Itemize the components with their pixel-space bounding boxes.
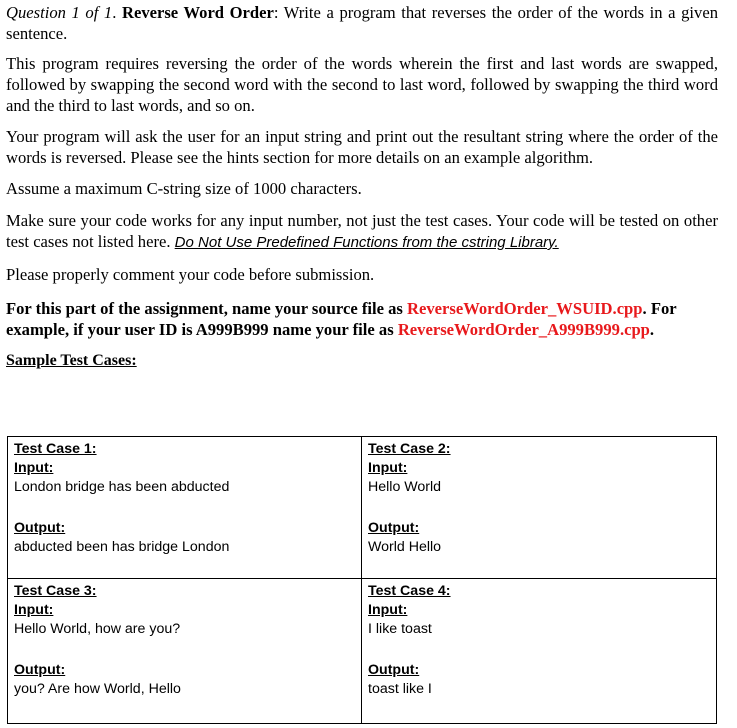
question-title: Reverse Word Order [121, 3, 274, 22]
sample-test-cases-heading: Sample Test Cases: [6, 352, 137, 369]
input-label: Input: [14, 602, 54, 618]
output-label: Output: [14, 520, 66, 536]
naming-part1: For this part of the assignment, name your source file as [6, 299, 407, 318]
paragraph-description: This program requires reversing the order of the words wherein the first and last words are swapped, followed by swapping the second word with the second to last word, followed by swapping the third word and the third to last words, and so on. [6, 54, 718, 115]
test-case-title: Test Case 1: [14, 441, 97, 457]
test-case-title: Test Case 2: [368, 441, 451, 457]
file-name-example: ReverseWordOrder_A999B999.cpp [397, 320, 650, 339]
output-label: Output: [368, 662, 420, 678]
test-case-2 [362, 437, 716, 579]
input-value: London bridge has been abducted [14, 479, 230, 495]
output-value: toast like I [368, 681, 432, 697]
output-label: Output: [368, 520, 420, 536]
input-value: Hello World, how are you? [14, 621, 181, 637]
question-intro-text: : Write a program that reverses the order of the words in a given sentence. [6, 3, 718, 43]
test-case-title: Test Case 4: [368, 583, 451, 599]
input-label: Input: [368, 602, 408, 618]
paragraph-file-naming [6, 298, 718, 340]
paragraph-test-note [6, 210, 718, 253]
file-name-template: ReverseWordOrder_WSUID.cpp [407, 299, 643, 318]
naming-part2: . For example, if your user ID is A999B999 name your file as [6, 299, 677, 339]
paragraph-comment: Please properly comment your code before submission. [6, 265, 375, 284]
question-label: Question 1 of 1 [6, 3, 113, 22]
test-cases-table [7, 436, 717, 724]
test-note-text: Make sure your code works for any input number, not just the test cases. Your code will be tested on other test cases not listed here. [6, 211, 718, 251]
input-label: Input: [368, 460, 408, 476]
output-value: World Hello [368, 539, 442, 555]
input-value: Hello World [368, 479, 442, 495]
test-case-title: Test Case 3: [14, 583, 97, 599]
assignment-page [6, 2, 718, 371]
paragraph-program-behavior: Your program will ask the user for an input string and print out the resultant string where the order of the words is reversed. Please see the hints section for more details on an example algorithm. [6, 127, 718, 167]
test-case-3 [8, 579, 362, 723]
output-value: abducted been has bridge London [14, 539, 230, 555]
question-intro: Question 1 of 1. Reverse Word Order: Write a program that reverses the order of the words in a given sentence. [6, 3, 718, 43]
test-case-1 [8, 437, 362, 579]
input-label: Input: [14, 460, 54, 476]
input-value: I like toast [368, 621, 432, 637]
test-case-4 [362, 579, 716, 723]
cstring-warning: Do Not Use Predefined Functions from the cstring Library. [174, 234, 559, 251]
naming-part3: . [649, 320, 655, 339]
output-value: you? Are how World, Hello [14, 681, 181, 697]
paragraph-max-size: Assume a maximum C-string size of 1000 characters. [6, 179, 362, 198]
output-label: Output: [14, 662, 66, 678]
